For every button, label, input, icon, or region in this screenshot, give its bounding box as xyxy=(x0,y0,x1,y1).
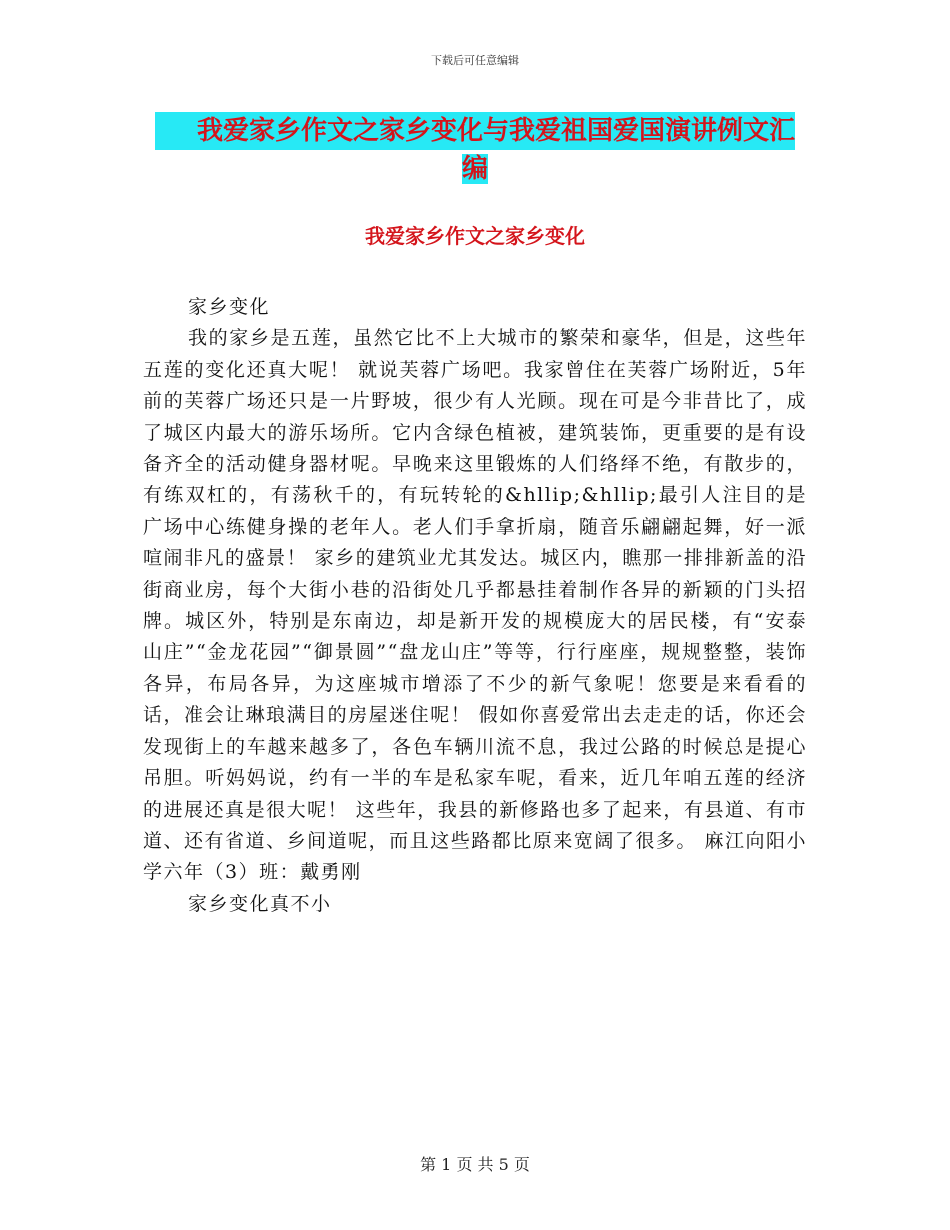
paragraph-subheading: 家乡变化 xyxy=(188,296,271,318)
page-header-note: 下载后可任意编辑 xyxy=(431,54,519,67)
document-title xyxy=(0,112,950,188)
page-number: 第 1 页 共 5 页 xyxy=(420,1155,530,1174)
document-title-line1: 我爱家乡作文之家乡变化与我爱祖国爱国演讲例文汇 xyxy=(155,112,795,150)
paragraph-subheading-2: 家乡变化真不小 xyxy=(188,892,332,915)
paragraph-main: 我的家乡是五莲，虽然它比不上大城市的繁荣和豪华，但是，这些年五莲的变化还真大呢！ 就说芙蓉广场吧。我家曾住在芙蓉广场附近，5年前的芙蓉广场还只是一片野坡，很少有人光顾。现在可是今非昔比了，成了城区内最大的游乐场所。它内含绿色植被，建筑装饰，更重要的是有设备齐全的活动健身器材呢。早晚来这里锻炼的人们络绎不绝，有散步的，有练双杠的，有荡秋千的，有玩转轮的&hllip;&hllip;最引人注目的是广场中心练健身操的老年人。老人们手拿折扇，随音乐翩翩起舞，好一派喧闹非凡的盛景！ 家乡的建筑业尤其发达。城区内，瞧那一排排新盖的沿街商业房，每个大街小巷的沿街处几乎都悬挂着制作各异的新颖的门头招牌。城区外，特别是东南边，却是新开发的规模庞大的居民楼，有“安泰山庄”“金龙花园”“御景圆”“盘龙山庄”等等，行行座座，规规整整，装饰各异，布局各异，为这座城市增添了不少的新气象呢！您要是来看看的话，准会让琳琅满目的房屋迷住呢！ 假如你喜爱常出去走走的话，你还会发现街上的车越来越多了，各色车辆川流不息，我过公路的时候总是提心吊胆。听妈妈说，约有一半的车是私家车呢，看来，近几年咱五莲的经济的进展还真是很大呢！ 这些年，我县的新修路也多了起来，有县道、有市道、还有省道、乡间道呢，而且这些路都比原来宽阔了很多。 麻江向阳小学六年（3）班：戴勇刚 xyxy=(143,327,807,884)
document-body xyxy=(143,292,807,920)
document-title-line2: 编 xyxy=(461,154,488,184)
section-title: 我爱家乡作文之家乡变化 xyxy=(365,224,585,248)
